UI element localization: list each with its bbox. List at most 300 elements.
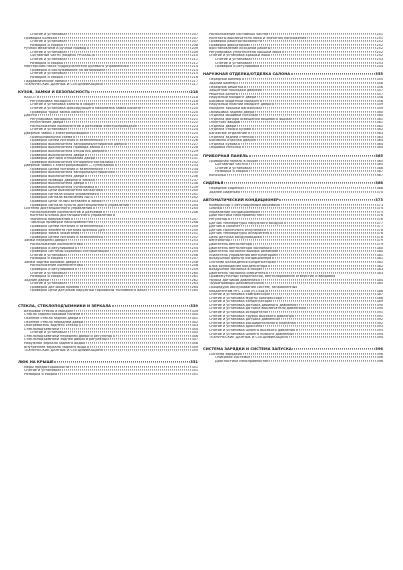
toc-page-number: 222: [191, 121, 198, 125]
toc-entry-title: Снятие и установка: [30, 253, 66, 257]
toc-section-heading[interactable]: [203, 198, 383, 202]
dot-leader: [267, 311, 376, 312]
toc-entry[interactable]: [203, 65, 383, 69]
toc-entry-title: Снятие и установка датчика выключателя давления: [209, 307, 304, 311]
dot-leader: [261, 211, 376, 212]
toc-page-number: 247: [191, 217, 198, 221]
toc-page-number: 373: [375, 197, 383, 202]
toc-entry-title: Проверка выключателя двери: [30, 174, 85, 178]
dot-leader: [94, 222, 191, 223]
toc-entry-title: Снятие и установка капота в сборе: [30, 103, 94, 107]
dot-leader: [284, 222, 376, 223]
toc-entry-title: Разборка и сборка: [30, 61, 64, 65]
dot-leader: [112, 305, 190, 306]
toc-entry-title: Багажное отделение: [209, 132, 248, 136]
toc-entry-title: Проверка выключателя суперзамка: [30, 185, 95, 189]
toc-entry-title: Внутреннее зеркало заднего вида: [24, 345, 87, 349]
dot-leader: [66, 272, 191, 273]
toc-page-number: 381: [376, 257, 383, 261]
toc-page-number: 387: [376, 293, 383, 297]
toc-entry-title: Диагностика неисправностей: [215, 359, 269, 363]
toc-page-number: 374: [376, 207, 383, 211]
toc-entry-title: Проводка колеса: [24, 36, 55, 40]
toc-entry-title: Трубопроводы декомпрессии: [209, 282, 262, 286]
toc-page-number: 341: [191, 316, 198, 320]
toc-entry-title: Описание системы: [215, 356, 249, 360]
toc-page-number: 207: [191, 33, 198, 36]
toc-entry-title: Снятие и установка компрессора: [209, 293, 269, 297]
toc-entry-title: Отделка задней стенки: [209, 135, 252, 139]
dot-leader: [64, 62, 191, 63]
toc-entry-title: Система зарядки: [209, 352, 240, 356]
dot-leader: [60, 370, 191, 371]
toc-entry-title: Снятие и установка дросселя: [209, 325, 263, 329]
toc-entry-title: Цепь датчика воздуховодов: [209, 235, 260, 239]
toc-entry-title: Снятие и установка муфты компрессора: [209, 296, 283, 300]
toc-entry-title: Проверка датчика отпирания двери: [30, 157, 96, 161]
dot-leader: [64, 258, 191, 259]
toc-page-number: 225: [191, 135, 198, 139]
dot-leader: [91, 92, 190, 93]
toc-page-number: 252: [376, 50, 383, 54]
toc-page-number: 394: [376, 336, 383, 340]
dot-leader: [97, 193, 191, 194]
toc-page-number: 368: [375, 180, 383, 185]
dot-leader: [274, 261, 376, 262]
toc-page-number: 380: [376, 250, 383, 254]
dot-leader: [66, 283, 191, 284]
toc-page-number: 239: [191, 185, 198, 189]
toc-entry-title: Принципиальная схема: [30, 135, 73, 139]
dot-leader: [66, 51, 191, 52]
dot-leader: [85, 183, 191, 184]
toc-entry-title: Составные части (модель PROARD): [30, 54, 93, 58]
toc-section-heading[interactable]: [203, 154, 383, 158]
toc-entry-title: Снятие и установка: [30, 33, 66, 36]
toc-entry-title: Разборка и сборка: [30, 43, 64, 47]
dot-leader: [282, 51, 376, 52]
toc-entry-title: Расположение компонентов: [30, 264, 81, 268]
toc-entry-title: Снятие и установка: [30, 72, 66, 76]
toc-entry-title: Оконное стекло передней двери: [24, 320, 84, 324]
toc-entry-title: Процедура обслуживания систем, заправленных: [209, 286, 298, 289]
dot-leader: [268, 265, 376, 266]
toc-page-number: 368: [376, 186, 383, 190]
toc-entry-title: Снятие и установка конденсатора: [209, 300, 271, 304]
dot-leader: [66, 254, 191, 255]
toc-entry-title: Проверка замка зажигания: [30, 232, 80, 236]
toc-section-heading[interactable]: [203, 181, 383, 185]
toc-entry-title: Снятие и установка: [215, 61, 251, 65]
toc-page-number: 252: [376, 47, 383, 51]
toc-page-number: 253: [191, 242, 198, 246]
toc-page-number: 252: [191, 235, 198, 239]
toc-page-number: 346: [191, 334, 198, 338]
toc-page-number: 217: [191, 83, 198, 87]
dot-leader: [238, 143, 376, 144]
dot-leader: [83, 342, 190, 343]
toc-page-number: 377: [376, 221, 383, 225]
toc-entry-title: Регулировка уплотнителя крышки люка: [209, 50, 282, 54]
dot-leader: [263, 326, 376, 327]
toc-page-number: 342: [191, 320, 198, 324]
dot-leader: [101, 236, 191, 237]
toc-entry-title: Регулировка посадки: [30, 117, 69, 121]
toc-entry[interactable]: [203, 191, 383, 195]
toc-page-number: 345: [191, 331, 198, 335]
toc-entry-title: Расположение составных частей: [209, 33, 269, 36]
toc-section-heading[interactable]: [203, 347, 383, 351]
toc-page-number: 351: [191, 369, 198, 373]
dot-leader: [237, 125, 376, 126]
dot-leader: [101, 83, 191, 84]
dot-leader: [106, 69, 191, 70]
toc-entry-title: Обогреватель заднего стекла: [24, 324, 78, 328]
dot-leader: [74, 310, 191, 311]
toc-entry[interactable]: [18, 83, 198, 87]
toc-page-number: 257: [191, 257, 198, 261]
toc-entry-title: СИДЕНЬЯ: [203, 180, 224, 185]
toc-page-number: 215: [191, 72, 198, 76]
toc-entry-title: Проверка цепей питания и заземления: [30, 235, 101, 239]
toc-page-number: 351: [191, 365, 198, 369]
dot-leader: [85, 175, 191, 176]
toc-page-number: 378: [376, 228, 383, 232]
toc-entry-title: Замки задней боковой двери: [24, 260, 77, 264]
toc-entry-title: Замки передней двери: [24, 239, 66, 243]
toc-page-number: 225: [191, 132, 198, 136]
dot-leader: [238, 191, 375, 192]
toc-page-number: 262: [191, 278, 198, 282]
toc-page-number: 238: [191, 182, 198, 186]
dot-leader: [277, 251, 376, 252]
toc-entry-title: Управление кондиционером: [209, 210, 260, 214]
dot-leader: [260, 66, 376, 67]
toc-page-number: 237: [191, 178, 198, 182]
toc-entry-title: Проверка привода дверного замка: [30, 178, 93, 182]
toc-entry-title: Проверка выключателя привода замка: [30, 146, 101, 150]
toc-entry-title: Оплётчик вводов: [209, 121, 240, 125]
dot-leader: [95, 186, 191, 187]
toc-page-number: 263: [191, 282, 198, 286]
toc-entry-title: Разборка и сборка: [30, 75, 64, 79]
dot-leader: [240, 353, 375, 354]
dot-leader: [101, 140, 191, 141]
toc-page-number: 365: [375, 153, 383, 158]
toc-page-number: 347: [191, 338, 198, 342]
dot-leader: [279, 319, 376, 320]
toc-entry-title: Боковой защитный молдинг: [209, 99, 260, 103]
toc-entry-title: АВТОМАТИЧЕСКИЙ КОНДИЦИОНЕР: [203, 197, 279, 202]
toc-entry-title: Проверка цепи выключателя багажника: [30, 189, 103, 193]
toc-page-number: 364: [376, 146, 383, 150]
toc-entry-title: Система охлаждения конденсатора: [209, 260, 274, 264]
toc-page-number: 358: [376, 96, 383, 100]
toc-entry-title: Проверка элемента питания брелока ДУ: [30, 228, 103, 232]
toc-entry-title: Стекло задней боковой панели: [24, 313, 81, 317]
dot-leader: [104, 200, 190, 201]
toc-page-number: 261: [191, 275, 198, 279]
toc-page-number: 244: [191, 203, 198, 207]
toc-entry-title: Снятие и установка: [215, 166, 251, 170]
dot-leader: [262, 283, 376, 284]
dot-leader: [79, 324, 191, 325]
toc-page-number: 207: [191, 36, 198, 40]
toc-page-number: 365: [376, 159, 383, 163]
toc-page-number: 396: [376, 356, 383, 360]
toc-page-number: 252: [376, 40, 383, 44]
toc-entry-title: Усилитель управления вентилятором: [209, 253, 277, 257]
toc-entry-title: Снятие и установка: [30, 282, 66, 286]
dot-leader: [135, 125, 190, 126]
toc-entry-title: Снятие и установка: [30, 40, 66, 44]
toc-entry-title: Задние двери: [24, 278, 49, 282]
toc-page-number: 377: [376, 225, 383, 229]
toc-entry-title: Приборная панель в сборе: [209, 159, 257, 163]
dot-leader: [37, 97, 191, 98]
toc-entry-title: ТЕХНИЧЕСКИЕ ДАННЫЕ И СПЕЦИФИКАЦИИ: [209, 336, 286, 340]
spacer: [18, 353, 198, 357]
toc-page-number: 391: [376, 311, 383, 315]
toc-entry-title: Контакты выключателя люка и значения напряжения: [209, 36, 307, 40]
toc-page-number: 385: [376, 282, 383, 286]
toc-page-number: 229: [191, 149, 198, 153]
toc-entry-title: Защитные накладки дверей: [209, 89, 260, 93]
toc-entry-title: Разборка и сборка: [30, 257, 64, 261]
toc-page-number: 242: [191, 196, 198, 200]
toc-page-number: 253: [376, 58, 383, 62]
toc-page-number: 357: [376, 89, 383, 93]
toc-page-number: 379: [376, 243, 383, 247]
dot-leader: [224, 182, 375, 183]
toc-entry-title: Передний бампер: [209, 78, 242, 82]
toc-section-heading[interactable]: [203, 72, 383, 76]
dot-leader: [239, 93, 376, 94]
dot-leader: [294, 322, 376, 323]
toc-entry-title: Снятие и установка: [30, 331, 66, 335]
toc-page-number: 235: [191, 171, 198, 175]
toc-page-number: 391: [376, 314, 383, 318]
toc-right-column: [203, 33, 383, 364]
dot-leader: [224, 174, 376, 175]
toc-page-number: 220: [191, 106, 198, 110]
dot-leader: [113, 335, 191, 336]
dot-leader: [270, 233, 376, 234]
dot-leader: [36, 115, 191, 116]
toc-entry-title: Ветровое стекло и молдинг: [24, 309, 74, 313]
toc-entry-title: Снятие и установка трубок высокого давления: [209, 314, 294, 318]
toc-entry-title: Молдинг крышки багажника: [209, 106, 261, 110]
toc-page-number: 363: [376, 135, 383, 139]
toc-entry-title: Снятие и установка датчика двойного давления: [209, 303, 297, 307]
dot-leader: [113, 172, 191, 173]
toc-page-number: 258: [191, 260, 198, 264]
dot-leader: [278, 204, 376, 205]
toc-page-number: 396: [375, 346, 383, 351]
toc-page-number: 219: [191, 103, 198, 107]
toc-page-number: 245: [191, 207, 198, 211]
toc-entry-title: Задний бампер: [209, 81, 237, 85]
dot-leader: [239, 226, 376, 227]
toc-entry-title: Проверка цепи «Ключ вставлен в замок»: [30, 200, 104, 204]
toc-entry-title: Воздушная заслонка в сборе: [209, 268, 261, 272]
toc-page-number: 246: [191, 210, 198, 214]
toc-page-number: 393: [376, 328, 383, 332]
toc-entry-title: Снятие и установка испарителя: [209, 311, 267, 315]
toc-page-number: 376: [376, 218, 383, 222]
dot-leader: [54, 361, 190, 362]
dot-leader: [66, 80, 191, 81]
dot-leader: [66, 58, 191, 59]
toc-entry-title: Проверка выключателя запирания/отпирания: [30, 171, 113, 175]
toc-page-number: 255: [191, 250, 198, 254]
toc-page-number: 243: [191, 200, 198, 204]
toc-entry-title: трубка датчиков давления: [209, 278, 258, 282]
toc-page-number: 248: [191, 221, 198, 225]
toc-section-heading[interactable]: [18, 360, 198, 364]
toc-entry[interactable]: [203, 146, 383, 150]
toc-entry-title: Регулятор: [209, 218, 228, 222]
dot-leader: [71, 218, 191, 219]
toc-entry-title: Снятие и установка расширительного клапана: [209, 321, 294, 325]
dot-leader: [70, 366, 191, 367]
dot-leader: [252, 129, 376, 130]
dot-leader: [263, 215, 376, 216]
dot-leader: [108, 251, 191, 252]
toc-entry-title: Снятие и установка: [30, 50, 66, 54]
toc-section-heading[interactable]: [18, 304, 198, 308]
dot-leader: [257, 160, 376, 161]
dot-leader: [104, 190, 191, 191]
toc-entry-title: Проверка системы охранной сигнализации: [30, 250, 108, 254]
dot-leader: [87, 48, 191, 49]
toc-page-number: 236: [191, 174, 198, 178]
dot-leader: [81, 314, 191, 315]
dot-leader: [103, 211, 191, 212]
dot-leader: [292, 348, 374, 349]
dot-leader: [242, 79, 376, 80]
toc-entry-title: Двигатель вентилятора: [209, 243, 252, 247]
toc-entry-title: Ручной механизм и ручной привод: [24, 47, 87, 51]
toc-page-number: 218: [191, 96, 198, 100]
toc-page-number: 386: [376, 289, 383, 293]
dot-leader: [249, 44, 376, 45]
toc-page-number: 256: [191, 253, 198, 257]
dot-leader: [266, 290, 376, 291]
toc-page-number: 216: [191, 75, 198, 79]
dot-leader: [286, 336, 376, 337]
toc-page-number: 376: [376, 214, 383, 218]
dot-leader: [283, 297, 376, 298]
toc-page-number: 207: [191, 40, 198, 44]
toc-page-number: 373: [376, 203, 383, 207]
toc-page-number: 252: [376, 43, 383, 47]
dot-leader: [231, 240, 376, 241]
toc-entry-title: Снятие и установка: [30, 58, 66, 62]
toc-entry-title: Восстановление исходной работы: [209, 47, 271, 51]
toc-page-number: 214: [191, 68, 198, 72]
toc-page-number: 359: [376, 103, 383, 107]
toc-page-number: 254: [191, 246, 198, 250]
toc-entry-title: хладагентом HFC 134a (R-134a): [209, 289, 266, 293]
toc-entry-title: Решетка капота: [209, 92, 238, 96]
dot-leader: [253, 243, 376, 244]
toc-page-number: 389: [376, 300, 383, 304]
toc-entry-title: Снятие и установка: [215, 58, 251, 62]
dot-leader: [115, 165, 191, 166]
spacer: [203, 340, 383, 344]
dot-leader: [223, 208, 376, 209]
dot-leader: [64, 76, 191, 77]
dot-leader: [246, 163, 376, 164]
toc-page-number: 383: [376, 268, 383, 272]
toc-entry-title: Блок охлаждения конденсатора: [209, 264, 268, 268]
dot-leader: [307, 37, 376, 38]
toc-entry-title: Смазка: [209, 207, 222, 211]
dot-leader: [295, 315, 376, 316]
toc-entry-title: Датчик температуры испарителя: [209, 232, 270, 236]
toc-entry-title: Составные части: [215, 163, 246, 167]
toc-page-number: 252: [376, 54, 383, 58]
toc-page-number: 367: [376, 170, 383, 174]
toc-entry-title: Отделка обшивки потолка: [209, 114, 257, 118]
toc-page-number: 339: [191, 309, 198, 313]
toc-entry-title: Проверка цепей питания и заземления: [30, 139, 101, 143]
toc-page-number: 383: [376, 271, 383, 275]
toc-entry-title: Датчик в салоне: [209, 225, 239, 229]
toc-entry-title: Снятие и установка крышки люка: [209, 54, 271, 58]
toc-entry-title: Отделка двери: [209, 124, 237, 128]
dot-leader: [255, 111, 376, 112]
dot-leader: [64, 44, 191, 45]
toc-entry-title: Проверка цепи датчиков наружной горловины топливного бака: [30, 289, 146, 293]
toc-page-number: 361: [376, 121, 383, 125]
dot-leader: [93, 55, 190, 56]
toc-entry-title: Проверка работоспособности: [209, 40, 263, 44]
toc-page-number: 208: [191, 43, 198, 47]
dot-leader: [127, 66, 191, 67]
dot-leader: [269, 294, 375, 295]
dot-leader: [266, 272, 376, 273]
toc-entry-title: Уплотнение двери: [30, 121, 64, 125]
dot-leader: [75, 247, 191, 248]
dot-leader: [87, 346, 191, 347]
toc-section-heading[interactable]: [18, 90, 198, 94]
toc-entry-title: Снятие и установка шланга высокого давления: [209, 328, 295, 332]
toc-page-number: 251: [191, 232, 198, 236]
toc-entry[interactable]: [18, 373, 198, 377]
dot-leader: [79, 317, 191, 318]
dot-leader: [251, 58, 376, 59]
dot-leader: [93, 208, 191, 209]
toc-page-number: 378: [376, 235, 383, 239]
toc-page-number: 356: [376, 81, 383, 85]
toc-entry-title: Снятие и установка: [24, 369, 60, 373]
toc-entry-title: Стеклоподъемники задней двери и регулятор: [24, 338, 108, 342]
toc-page-number: 396: [376, 359, 383, 363]
toc-entry-title: Проверка выключателя отпирания багажника: [30, 160, 114, 164]
toc-entry[interactable]: [203, 174, 383, 178]
toc-entry[interactable]: [203, 360, 383, 364]
toc-page-number: 251: [376, 33, 383, 36]
toc-page-number: 250: [191, 228, 198, 232]
toc-page-number: 382: [376, 260, 383, 264]
toc-entry-title: Проверка фиксаторов: [209, 43, 249, 47]
dot-leader: [293, 333, 376, 334]
dot-leader: [241, 122, 376, 123]
toc-entry-title: Проверка сигнала включения NATS: [30, 196, 94, 200]
toc-entry-title: Передние решетка: [209, 85, 244, 89]
